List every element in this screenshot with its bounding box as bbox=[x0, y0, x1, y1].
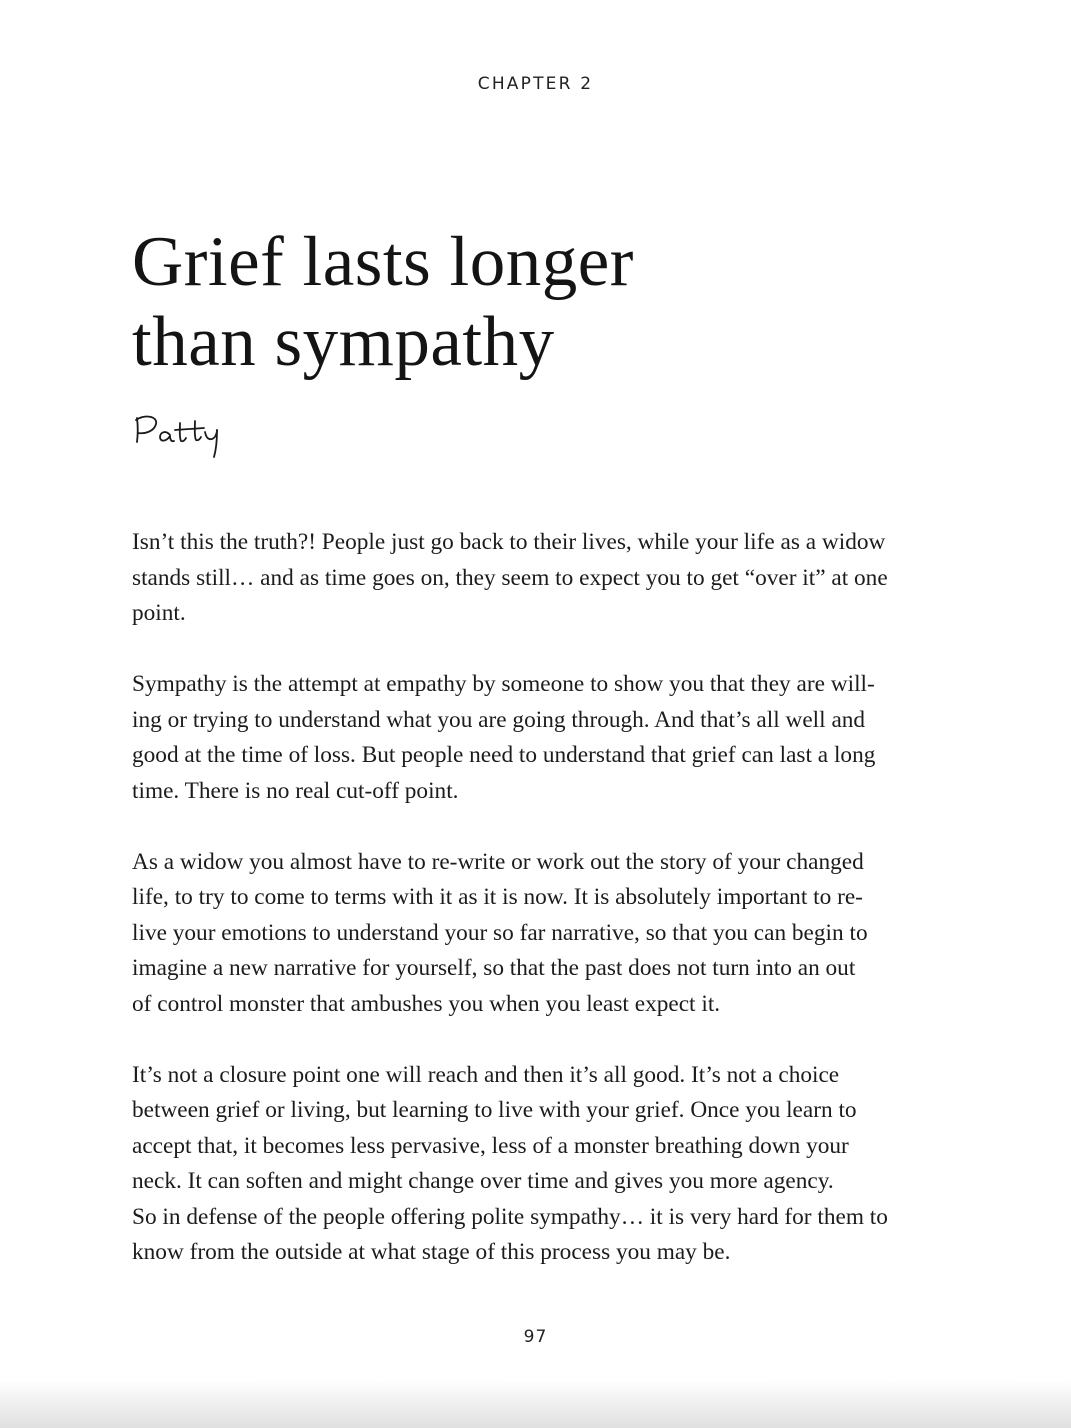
paragraph-4 bbox=[132, 1058, 952, 1271]
paragraph-line: good at the time of loss. But people need to understand that grief can last a long bbox=[132, 742, 876, 768]
paragraph-line: It’s not a closure point one will reach and then it’s all good. It’s not a choice bbox=[132, 1061, 840, 1088]
paragraph-line: of control monster that ambushes you when you least expect it. bbox=[132, 990, 721, 1017]
chapter-title-line-1: Grief lasts longer bbox=[132, 223, 634, 301]
chapter-label: CHAPTER 2 bbox=[477, 74, 594, 94]
paragraph-line: Isn’t this the truth?! People just go back to their lives, while your life as a widow bbox=[132, 529, 886, 555]
paragraph-line: Sympathy is the attempt at empathy by someone to show you that they are will- bbox=[132, 671, 875, 697]
paragraph-line: So in defense of the people offering polite sympathy… it is very hard for them to bbox=[132, 1203, 888, 1230]
paragraph-line: point. bbox=[132, 600, 186, 626]
paragraph-line: stands still… and as time goes on, they seem to expect you to get “over it” at one bbox=[132, 564, 888, 591]
paragraph-3 bbox=[132, 845, 952, 1023]
body-text bbox=[132, 525, 952, 1306]
paragraph-line: ing or trying to understand what you are going through. And that’s all well and bbox=[132, 706, 866, 733]
page-number: 97 bbox=[523, 1327, 548, 1347]
paragraph-2 bbox=[132, 667, 952, 809]
paragraph-line: know from the outside at what stage of this process you may be. bbox=[132, 1239, 731, 1265]
paragraph-line: between grief or living, but learning to live with your grief. Once you learn to bbox=[132, 1097, 857, 1123]
author-signature bbox=[132, 408, 232, 464]
paragraph-line: life, to try to come to terms with it as it is now. It is absolutely important to re- bbox=[132, 884, 863, 910]
paragraph-line: live your emotions to understand your so far narrative, so that you can begin to bbox=[132, 919, 868, 946]
paragraph-line: accept that, it becomes less pervasive, less of a monster breathing down your bbox=[132, 1132, 849, 1159]
chapter-title bbox=[132, 222, 832, 382]
paragraph-line: imagine a new narrative for yourself, so that the past does not turn into an out bbox=[132, 955, 856, 981]
paragraph-1 bbox=[132, 525, 952, 632]
page-bottom-shadow bbox=[0, 1380, 1071, 1428]
chapter-title-line-2: than sympathy bbox=[132, 303, 555, 381]
paragraph-line: As a widow you almost have to re-write or work out the story of your changed bbox=[132, 848, 864, 875]
paragraph-line: time. There is no real cut-off point. bbox=[132, 777, 459, 804]
paragraph-line: neck. It can soften and might change over time and gives you more agency. bbox=[132, 1168, 834, 1194]
